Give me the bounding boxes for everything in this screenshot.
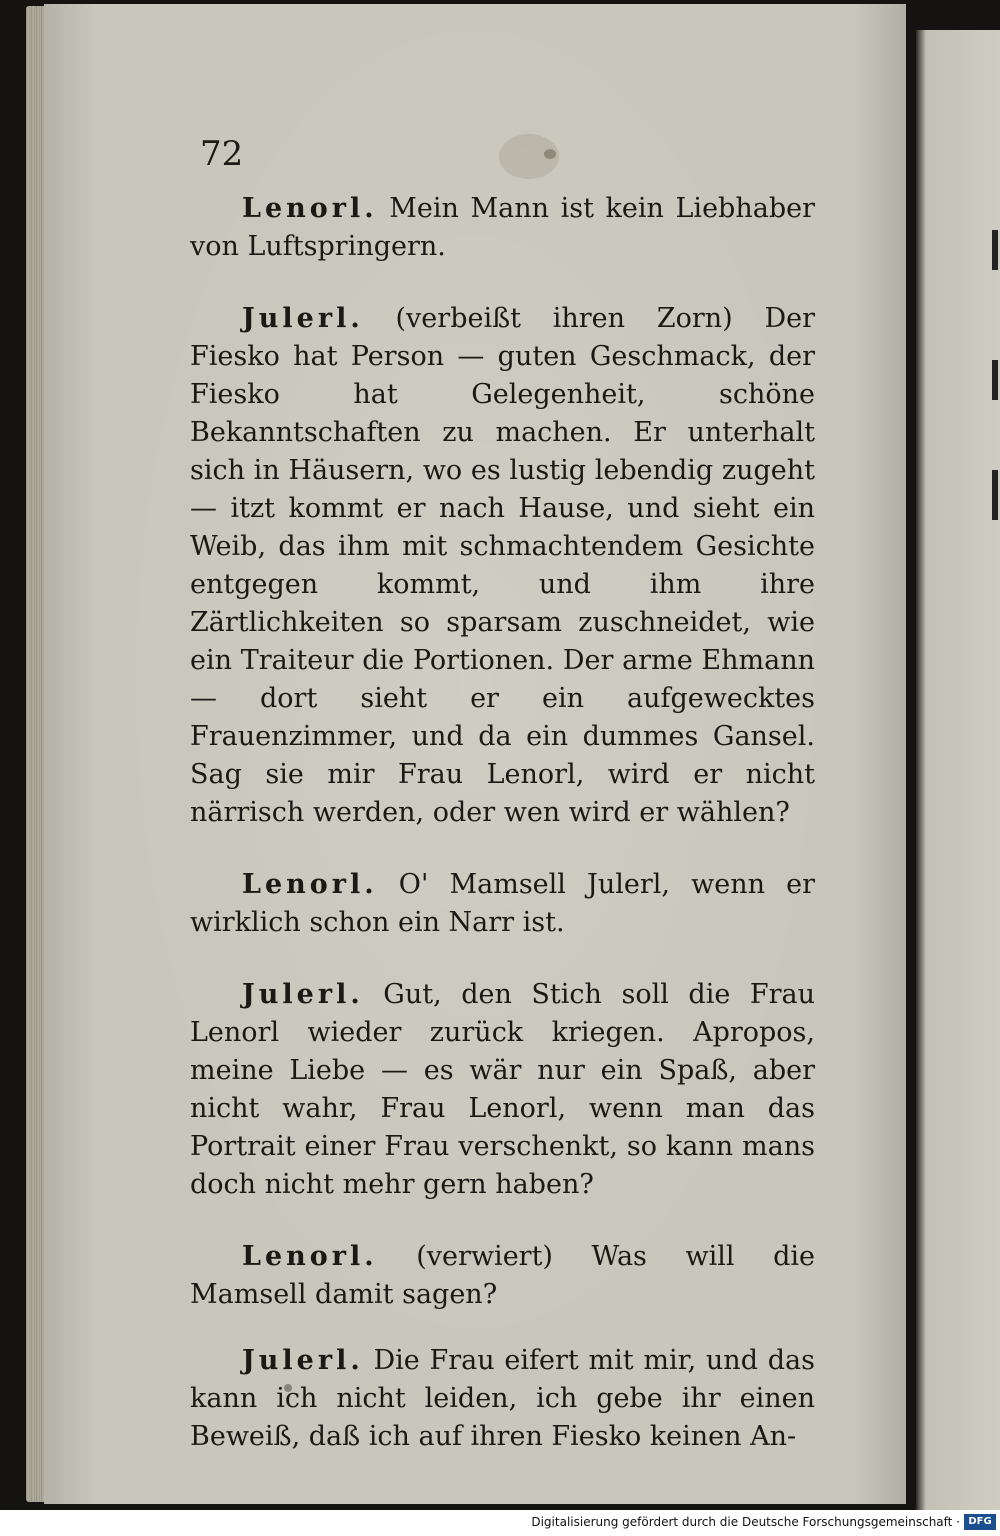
dialogue-text: Gut, den Stich soll die Frau Lenorl wieder zurück kriegen. Apropos, meine Liebe — es wär nur ein Spaß, aber nicht wahr, Frau Lenorl, wenn man das Portrait einer Frau verschenkt, so kann mans doch nicht mehr gern haben? <box>190 979 815 1200</box>
speaker-name: Julerl. <box>242 979 364 1010</box>
page-text <box>190 190 815 1490</box>
dialogue-text: (verwiert) Was will die Mamsell damit sagen? <box>190 1241 815 1310</box>
dialogue-paragraph <box>190 1238 815 1314</box>
speaker-name: Julerl. <box>242 1345 364 1376</box>
paper-stain <box>544 149 556 159</box>
dialogue-text: Die Frau eifert mit mir, und das kann ich nicht leiden, ich gebe ihr einen Beweiß, daß ich auf ihren Fiesko keinen An- <box>190 1345 815 1452</box>
funding-notice: Digitalisierung gefördert durch die Deutsche Forschungsgemeinschaft · <box>531 1515 960 1529</box>
dialogue-paragraph <box>190 300 815 832</box>
facing-page-text-fragment <box>992 470 998 520</box>
dfg-logo: DFG <box>964 1514 996 1530</box>
dialogue-paragraph <box>190 976 815 1204</box>
dialogue-paragraph <box>190 866 815 942</box>
dialogue-text: Mein Mann ist kein Liebhaber von Luftspringern. <box>190 193 815 262</box>
dialogue-text: O' Mamsell Julerl, wenn er wirklich schon ein Narr ist. <box>190 869 815 938</box>
facing-page-text-fragment <box>992 230 998 270</box>
speaker-name: Lenorl. <box>242 193 378 224</box>
dialogue-text: (verbeißt ihren Zorn) Der Fiesko hat Person — guten Geschmack, der Fiesko hat Gelegenheit, schöne Bekanntschaften zu machen. Er unterhalt sich in Häusern, wo es lustig lebendig zugeht — itzt kommt er nach Hause, und sieht ein Weib, das ihm mit schmachtendem Gesichte entgegen kommt, und ihm ihre Zärtlichkeiten so sparsam zuschneidet, wie ein Traiteur die Portionen. Der arme Ehmann — dort sieht er ein aufgewecktes Frauenzimmer, und da ein dummes Gansel. Sag sie mir Frau Lenorl, wird er nicht närrisch werden, oder wen wird er wählen? <box>190 303 815 828</box>
dialogue-paragraph <box>190 1342 815 1456</box>
facing-page-text-fragment <box>992 360 998 400</box>
page-number: 72 <box>200 134 244 174</box>
speaker-name: Lenorl. <box>242 869 378 900</box>
dialogue-paragraph <box>190 190 815 266</box>
digitization-footer <box>0 1510 1000 1536</box>
speaker-name: Lenorl. <box>242 1241 378 1272</box>
facing-page <box>916 30 1000 1520</box>
speaker-name: Julerl. <box>242 303 364 334</box>
